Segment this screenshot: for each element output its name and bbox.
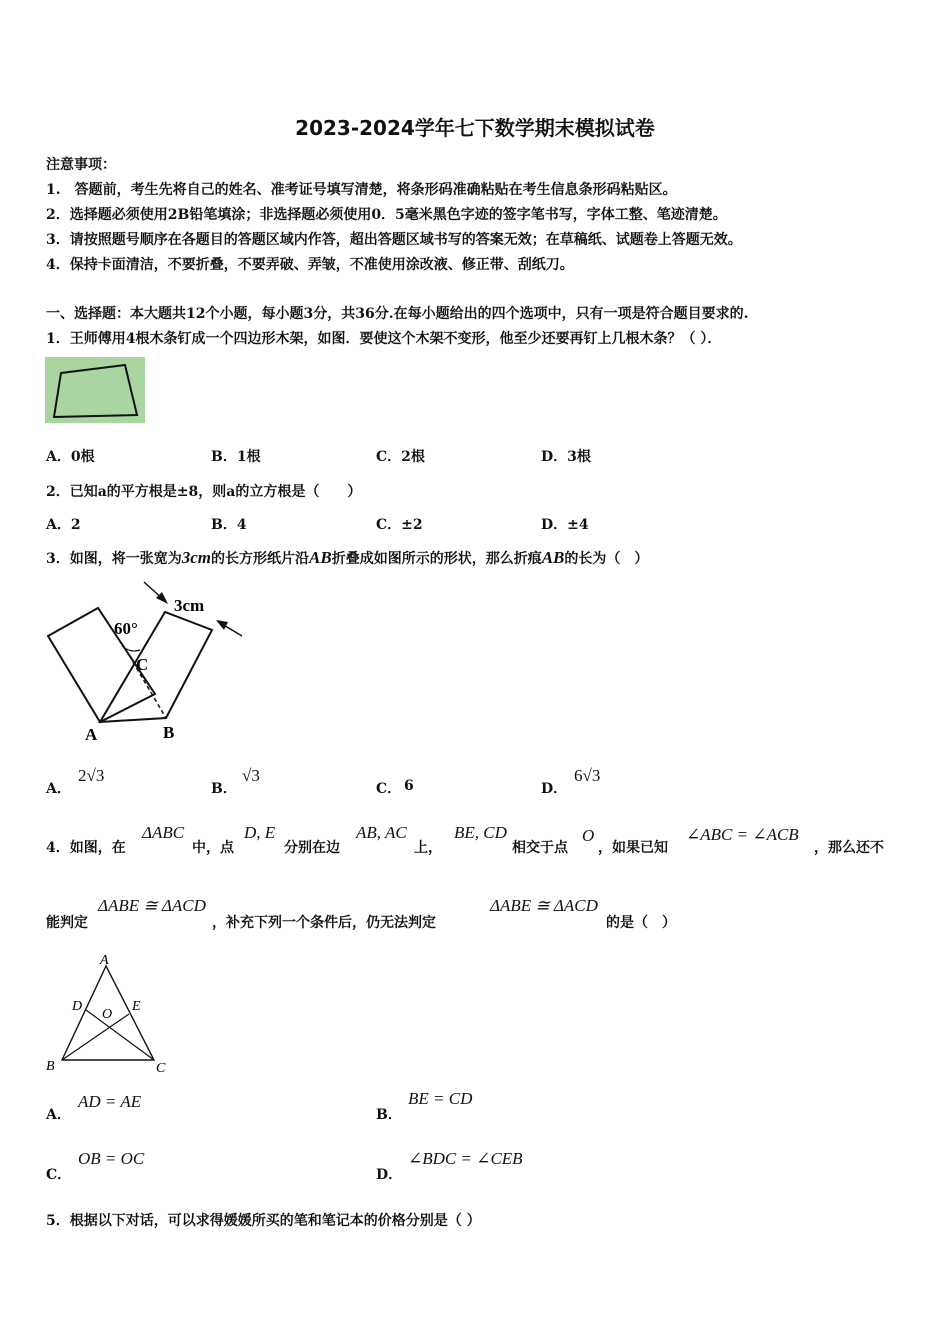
angle-label: 60° bbox=[114, 619, 138, 638]
q3-fold-label: AB bbox=[541, 548, 565, 567]
q3-width-value: 3cm bbox=[181, 548, 212, 567]
width-label: 3cm bbox=[174, 596, 205, 615]
point-c-label: C bbox=[156, 1061, 166, 1076]
q4-option-d-value[interactable]: ∠BDC = ∠CEB bbox=[408, 1149, 523, 1168]
segment-cd bbox=[86, 1010, 154, 1060]
q4-option-c-value[interactable]: OB = OC bbox=[78, 1149, 145, 1168]
q4-math: AB, AC bbox=[356, 823, 407, 842]
q4-math: ΔABC bbox=[142, 823, 185, 842]
point-e-label: E bbox=[132, 999, 141, 1014]
q2-option-c[interactable]: C．±2 bbox=[376, 517, 423, 533]
q3-text-part: 的长为（ ） bbox=[564, 551, 649, 567]
notice-item: 1. 答题前，考生先将自己的姓名、准考证号填写清楚，将条形码准确粘贴在考生信息条形码粘贴区。 bbox=[46, 182, 677, 198]
question-5-text: 5．根据以下对话，可以求得媛媛所买的笔和笔记本的价格分别是（ ） bbox=[46, 1213, 481, 1229]
point-b-label: B bbox=[163, 723, 175, 742]
q3-option-d-value[interactable]: 6√3 bbox=[574, 766, 601, 785]
q2-option-d[interactable]: D．±4 bbox=[541, 517, 589, 533]
point-c-label: C bbox=[136, 655, 149, 674]
q4-text-part: 相交于点 bbox=[512, 840, 568, 856]
question-2-text: 2．已知a的平方根是±8，则a的立方根是（ ） bbox=[46, 484, 362, 500]
notice-item: 2．选择题必须使用2B铅笔填涂；非选择题必须使用0．5毫米黑色字迹的签字笔书写，字体工整、笔迹清楚。 bbox=[46, 207, 727, 223]
q4-option-a-value[interactable]: AD = AE bbox=[78, 1092, 142, 1111]
q1-option-a[interactable]: A．0根 bbox=[46, 449, 95, 465]
notice-item: 3．请按照题号顺序在各题目的答题区域内作答，超出答题区域书写的答案无效；在草稿纸、试题卷上答题无效。 bbox=[46, 232, 742, 248]
q3-folded-paper-figure bbox=[40, 576, 250, 746]
q2-option-b[interactable]: B．4 bbox=[211, 517, 247, 533]
q4-text-part: ，那么还不 bbox=[814, 840, 884, 856]
page-title: 2023-2024学年七下数学期末模拟试卷 bbox=[295, 116, 655, 140]
q3-option-b-value[interactable]: √3 bbox=[242, 766, 260, 785]
q3-option-c-value[interactable]: 6 bbox=[404, 778, 414, 794]
q3-text-part: 的长方形纸片沿 bbox=[211, 551, 310, 567]
point-b-label: B bbox=[46, 1059, 55, 1074]
q3-option-c-label[interactable]: C． bbox=[376, 781, 402, 797]
q3-option-b-label[interactable]: B． bbox=[211, 781, 237, 797]
section-heading: 一、选择题：本大题共12个小题，每小题3分，共36分.在每小题给出的四个选项中，只有一项是符合题目要求的. bbox=[46, 306, 749, 322]
q4-text-part: ，补充下列一个条件后，仍无法判定 bbox=[212, 915, 436, 931]
q4-text-part: 4．如图，在 bbox=[46, 840, 126, 856]
q4-text-part: 的是（ ） bbox=[606, 915, 676, 931]
q4-option-c-label[interactable]: C． bbox=[46, 1167, 72, 1183]
q3-option-a-label[interactable]: A． bbox=[46, 781, 71, 797]
q4-math: D, E bbox=[244, 823, 276, 842]
point-o-label: O bbox=[102, 1007, 113, 1022]
q1-option-d[interactable]: D．3根 bbox=[541, 449, 591, 465]
question-3-text bbox=[46, 548, 648, 568]
q4-math: BE, CD bbox=[454, 823, 507, 842]
q4-math: ΔABE ≅ ΔACD bbox=[98, 896, 206, 915]
q4-option-d-label[interactable]: D． bbox=[376, 1167, 403, 1183]
notice-item: 4．保持卡面清洁，不要折叠，不要弄破、弄皱，不准使用涂改液、修正带、刮纸刀。 bbox=[46, 257, 574, 273]
q1-quadrilateral-figure bbox=[45, 357, 145, 423]
q4-math: ΔABE ≅ ΔACD bbox=[490, 896, 598, 915]
q4-option-b-label[interactable]: B． bbox=[376, 1107, 402, 1123]
q3-text-part: 3．如图，将一张宽为 bbox=[46, 551, 182, 567]
q4-text-part: 中，点 bbox=[192, 840, 234, 856]
question-1-text: 1．王师傅用4根木条钉成一个四边形木架，如图．要使这个木架不变形，他至少还要再钉上几根木条？（ ）． bbox=[46, 331, 722, 347]
q4-triangle-figure bbox=[42, 950, 182, 1076]
arrow-head-icon bbox=[216, 620, 228, 630]
q3-fold-label: AB bbox=[309, 548, 332, 567]
q4-text-part: 上， bbox=[414, 840, 442, 856]
q4-text-part: 能判定 bbox=[46, 915, 88, 931]
q3-text-part: 折叠成如图所示的形状，那么折痕 bbox=[331, 551, 542, 567]
q4-text-part: 分别在边 bbox=[284, 840, 340, 856]
point-a-label: A bbox=[85, 725, 98, 744]
q3-option-a-value[interactable]: 2√3 bbox=[78, 766, 105, 785]
q3-option-d-label[interactable]: D． bbox=[541, 781, 568, 797]
point-a-label: A bbox=[100, 953, 109, 968]
q2-option-a[interactable]: A．2 bbox=[46, 517, 81, 533]
q1-option-b[interactable]: B．1根 bbox=[211, 449, 261, 465]
notice-heading: 注意事项： bbox=[46, 157, 116, 173]
point-d-label: D bbox=[72, 999, 83, 1014]
q4-math: O bbox=[582, 826, 595, 845]
q4-math: ∠ABC = ∠ACB bbox=[686, 825, 799, 844]
q4-text-part: ，如果已知 bbox=[598, 840, 668, 856]
q4-option-a-label[interactable]: A． bbox=[46, 1107, 71, 1123]
q4-option-b-value[interactable]: BE = CD bbox=[408, 1089, 473, 1108]
q1-option-c[interactable]: C．2根 bbox=[376, 449, 425, 465]
